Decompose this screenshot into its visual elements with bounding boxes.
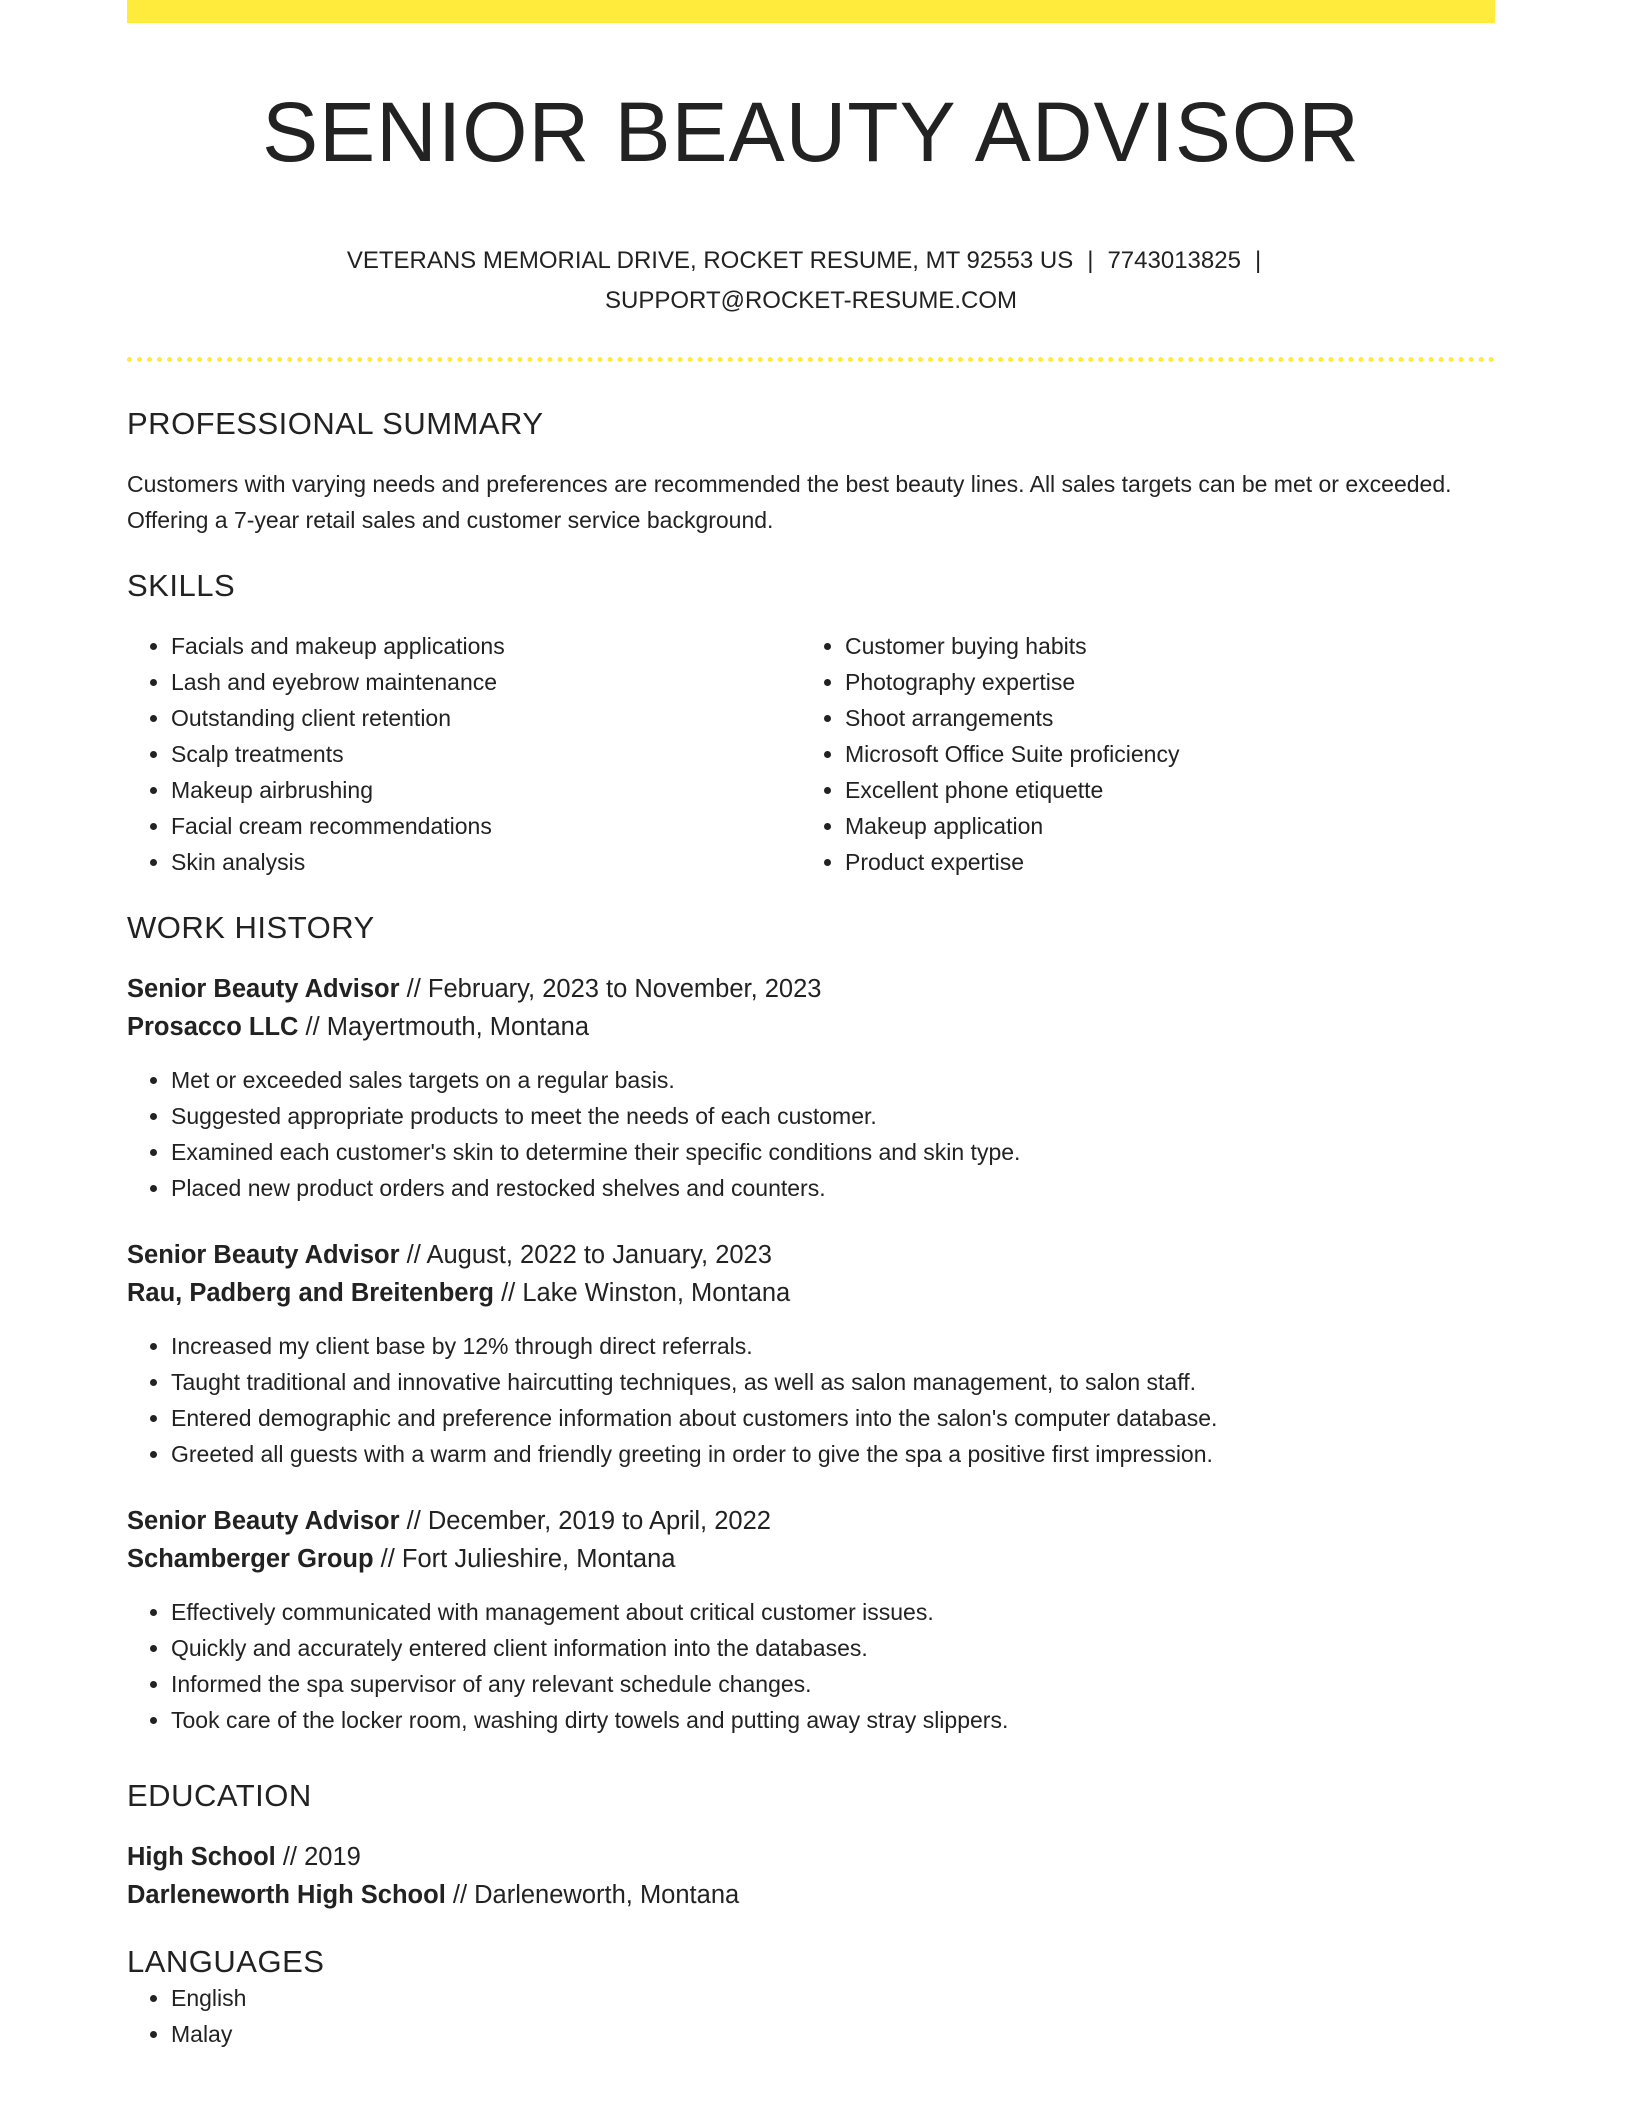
contact-email: SUPPORT@ROCKET-RESUME.COM — [605, 287, 1017, 314]
job-bullets — [127, 1328, 1495, 1472]
job-role: Senior Beauty Advisor — [127, 975, 400, 1003]
job-title-line — [127, 1236, 1495, 1274]
skills-column-right — [801, 628, 1475, 880]
education-location: // Darleneworth, Montana — [445, 1881, 740, 1909]
job-company: Prosacco LLC — [127, 1013, 299, 1041]
job-bullet: • Suggested appropriate products to meet the needs of each customer. — [171, 1098, 1495, 1134]
job-company-line — [127, 1274, 1495, 1312]
section-heading-summary: PROFESSIONAL SUMMARY — [127, 406, 544, 441]
job-company: Schamberger Group — [127, 1545, 374, 1573]
job-dates: // February, 2023 to November, 2023 — [399, 975, 822, 1003]
education-school-line — [127, 1876, 1495, 1914]
job-bullet: • Entered demographic and preference information about customers into the salon's computer database. — [171, 1400, 1495, 1436]
skill-item: • Scalp treatments — [171, 736, 801, 772]
job-entry — [127, 970, 1495, 1206]
skills-list-right — [801, 628, 1475, 880]
job-role: Senior Beauty Advisor — [127, 1241, 400, 1269]
job-location: // Lake Winston, Montana — [494, 1279, 791, 1307]
skill-item: • Outstanding client retention — [171, 700, 801, 736]
top-accent-bar — [127, 0, 1495, 23]
job-bullet: • Taught traditional and innovative haircutting techniques, as well as salon management, to salon staff. — [171, 1364, 1495, 1400]
skill-item: • Photography expertise — [845, 664, 1475, 700]
skill-item: • Excellent phone etiquette — [845, 772, 1475, 808]
job-bullet: • Met or exceeded sales targets on a regular basis. — [171, 1062, 1495, 1098]
skill-item: • Lash and eyebrow maintenance — [171, 664, 801, 700]
job-dates: // December, 2019 to April, 2022 — [399, 1507, 771, 1535]
skill-item: • Makeup application — [845, 808, 1475, 844]
job-title-line — [127, 1502, 1495, 1540]
job-role: Senior Beauty Advisor — [127, 1507, 400, 1535]
job-entry — [127, 1502, 1495, 1738]
job-company-line — [127, 1008, 1495, 1046]
job-bullet: • Effectively communicated with management about critical customer issues. — [171, 1594, 1495, 1630]
skills-column-left — [127, 628, 801, 880]
job-location: // Fort Julieshire, Montana — [373, 1545, 676, 1573]
language-item: • English — [171, 1980, 1495, 2016]
job-company-line — [127, 1540, 1495, 1578]
job-entry — [127, 1236, 1495, 1472]
education-entry — [127, 1838, 1495, 1914]
summary-text: Customers with varying needs and preferences are recommended the best beauty lines. All sales targets can be met or exceeded. Offering a 7-year retail sales and customer service background. — [127, 471, 1452, 533]
skill-item: • Makeup airbrushing — [171, 772, 801, 808]
job-dates: // August, 2022 to January, 2023 — [399, 1241, 772, 1269]
skill-item: • Shoot arrangements — [845, 700, 1475, 736]
section-heading-skills: SKILLS — [127, 568, 236, 603]
skill-item: • Customer buying habits — [845, 628, 1475, 664]
contact-separator: | — [1254, 247, 1262, 274]
skills-columns — [127, 628, 1495, 880]
contact-separator: | — [1087, 247, 1094, 274]
skill-item: • Skin analysis — [171, 844, 801, 880]
job-bullets — [127, 1594, 1495, 1738]
section-heading-work-history: WORK HISTORY — [127, 910, 375, 945]
job-company: Rau, Padberg and Breitenberg — [127, 1279, 494, 1307]
section-heading-languages: LANGUAGES — [127, 1944, 325, 1979]
job-bullet: • Placed new product orders and restocked shelves and counters. — [171, 1170, 1495, 1206]
education-degree-line — [127, 1838, 1495, 1876]
resume-page — [127, 0, 1495, 2052]
job-bullet: • Informed the spa supervisor of any relevant schedule changes. — [171, 1666, 1495, 1702]
skills-list-left — [127, 628, 801, 880]
education-degree: High School — [127, 1843, 276, 1871]
education-year: // 2019 — [275, 1843, 361, 1871]
job-bullet: • Greeted all guests with a warm and friendly greeting in order to give the spa a positive first impression. — [171, 1436, 1495, 1472]
contact-address: VETERANS MEMORIAL DRIVE, ROCKET RESUME, MT 92553 US — [346, 247, 1074, 274]
job-bullet: • Examined each customer's skin to determine their specific conditions and skin type. — [171, 1134, 1495, 1170]
education-school: Darleneworth High School — [127, 1881, 446, 1909]
job-bullets — [127, 1062, 1495, 1206]
skill-item: • Facial cream recommendations — [171, 808, 801, 844]
skill-item: • Facials and makeup applications — [171, 628, 801, 664]
job-title-line — [127, 970, 1495, 1008]
dotted-divider — [127, 357, 1495, 362]
languages-list — [127, 1980, 1495, 2052]
job-location: // Mayertmouth, Montana — [298, 1013, 590, 1041]
resume-title: SENIOR BEAUTY ADVISOR — [262, 85, 1360, 179]
skill-item: • Product expertise — [845, 844, 1475, 880]
job-bullet: • Quickly and accurately entered client information into the databases. — [171, 1630, 1495, 1666]
skill-item: • Microsoft Office Suite proficiency — [845, 736, 1475, 772]
contact-info — [127, 241, 1495, 321]
job-bullet: • Increased my client base by 12% through direct referrals. — [171, 1328, 1495, 1364]
section-heading-education: EDUCATION — [127, 1778, 312, 1813]
language-item: • Malay — [171, 2016, 1495, 2052]
job-bullet: • Took care of the locker room, washing dirty towels and putting away stray slippers. — [171, 1702, 1495, 1738]
contact-phone: 7743013825 — [1107, 247, 1241, 274]
